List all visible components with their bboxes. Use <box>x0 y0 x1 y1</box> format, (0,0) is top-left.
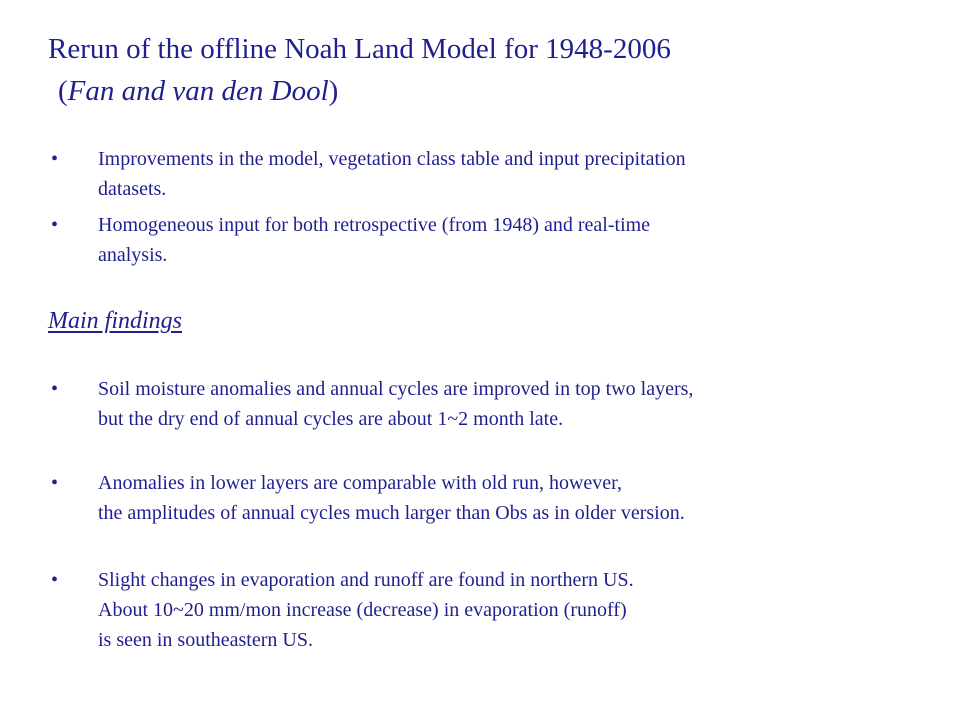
intro-bullet <box>48 210 928 270</box>
bullet-dot: • <box>51 472 59 494</box>
authors-close-paren: ) <box>328 75 339 107</box>
bullet-line: but the dry end of annual cycles are about 1~2 month late. <box>98 408 564 430</box>
bullet-line: datasets. <box>98 178 167 200</box>
slide-title <box>48 28 671 112</box>
finding-bullet <box>48 374 928 434</box>
bullet-line: Homogeneous input for both retrospective (from 1948) and real-time <box>98 214 651 236</box>
authors-text: Fan and van den Dool <box>67 75 329 107</box>
bullet-dot: • <box>51 148 59 170</box>
bullet-line: Anomalies in lower layers are comparable with old run, however, <box>98 472 623 494</box>
bullet-line: the amplitudes of annual cycles much larger than Obs as in older version. <box>98 502 685 524</box>
bullet-line: is seen in southeastern US. <box>98 629 313 651</box>
bullet-line: Improvements in the model, vegetation class table and input precipitation <box>98 148 686 170</box>
bullet-line: Soil moisture anomalies and annual cycles are improved in top two layers, <box>98 378 694 400</box>
title-line: Rerun of the offline Noah Land Model for 1948-2006 <box>48 33 671 65</box>
finding-bullet <box>48 565 928 655</box>
bullet-text <box>98 374 928 434</box>
bullet-line: analysis. <box>98 244 168 266</box>
findings-heading: Main findings <box>48 308 183 334</box>
finding-bullet <box>48 468 928 528</box>
bullet-dot: • <box>51 569 59 591</box>
bullet-dot: • <box>51 214 59 236</box>
bullet-line: Slight changes in evaporation and runoff are found in northern US. <box>98 569 634 591</box>
authors-open-paren: ( <box>58 75 68 107</box>
bullet-text <box>98 210 928 270</box>
bullet-dot: • <box>51 378 59 400</box>
title-authors <box>48 70 671 112</box>
bullet-text <box>98 144 928 204</box>
bullet-text <box>98 468 928 528</box>
intro-bullet <box>48 144 928 204</box>
bullet-text <box>98 565 928 655</box>
bullet-line: About 10~20 mm/mon increase (decrease) in evaporation (runoff) <box>98 599 627 621</box>
